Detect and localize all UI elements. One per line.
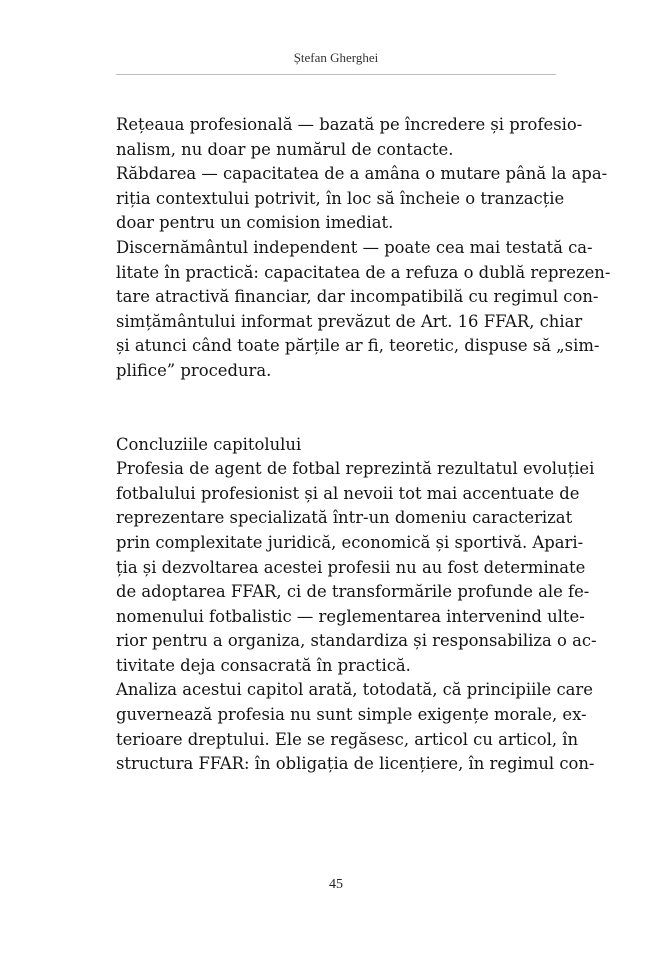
text-line: riția contextului potrivit, în loc să încheie o tranzacție	[116, 188, 565, 208]
text-line: terioare dreptului. Ele se regăsesc, articol cu articol, în	[116, 729, 579, 749]
section-principles	[116, 113, 611, 384]
text-line: Profesia de agent de fotbal reprezintă rezultatul evoluției	[116, 459, 595, 479]
text-line: simțământului informat prevăzut de Art. 16 FFAR, chiar	[116, 311, 583, 331]
text-line: plifice” procedura.	[116, 360, 272, 380]
text-line: tivitate deja consacrată în practică.	[116, 655, 411, 675]
text-line: prin complexitate juridică, economică și sportivă. Apari-	[116, 532, 584, 552]
page-number: 45	[329, 877, 343, 892]
running-header: Ștefan Gherghei	[116, 50, 556, 75]
text-line: Răbdarea — capacitatea de a amâna o mutare până la apa-	[116, 164, 608, 184]
text-line: nalism, nu doar pe numărul de contacte.	[116, 139, 454, 159]
text-line: guvernează profesia nu sunt simple exigențe morale, ex-	[116, 705, 587, 725]
text-line: litate în practică: capacitatea de a refuza o dublă reprezen-	[116, 262, 611, 282]
text-line: și atunci când toate părțile ar fi, teoretic, dispuse să „sim-	[116, 336, 600, 356]
text-line: rior pentru a organiza, standardiza și responsabiliza o ac-	[116, 631, 597, 651]
text-line: doar pentru un comision imediat.	[116, 213, 394, 233]
text-line: structura FFAR: în obligația de licențiere, în regimul con-	[116, 754, 595, 774]
section-spacer	[116, 384, 559, 433]
text-line: Discernământul independent — poate cea mai testată ca-	[116, 237, 593, 257]
page-body	[116, 113, 611, 777]
text-line: nomenului fotbalistic — reglementarea intervenind ulte-	[116, 606, 585, 626]
text-line: reprezentare specializată într-un domeniu caracterizat	[116, 508, 573, 528]
text-line: Analiza acestui capitol arată, totodată, că principiile care	[116, 680, 593, 700]
text-line: fotbalului profesionist și al nevoii tot mai accentuate de	[116, 483, 580, 503]
text-line: ția și dezvoltarea acestei profesii nu au fost determinate	[116, 557, 586, 577]
section-conclusions	[116, 433, 597, 777]
text-line: Rețeaua profesională — bazată pe încredere și profesio-	[116, 115, 583, 134]
text-line: de adoptarea FFAR, ci de transformările profunde ale fe-	[116, 582, 590, 602]
text-line: tare atractivă financiar, dar incompatibilă cu regimul con-	[116, 287, 599, 307]
section-heading: Concluziile capitolului	[116, 434, 302, 454]
